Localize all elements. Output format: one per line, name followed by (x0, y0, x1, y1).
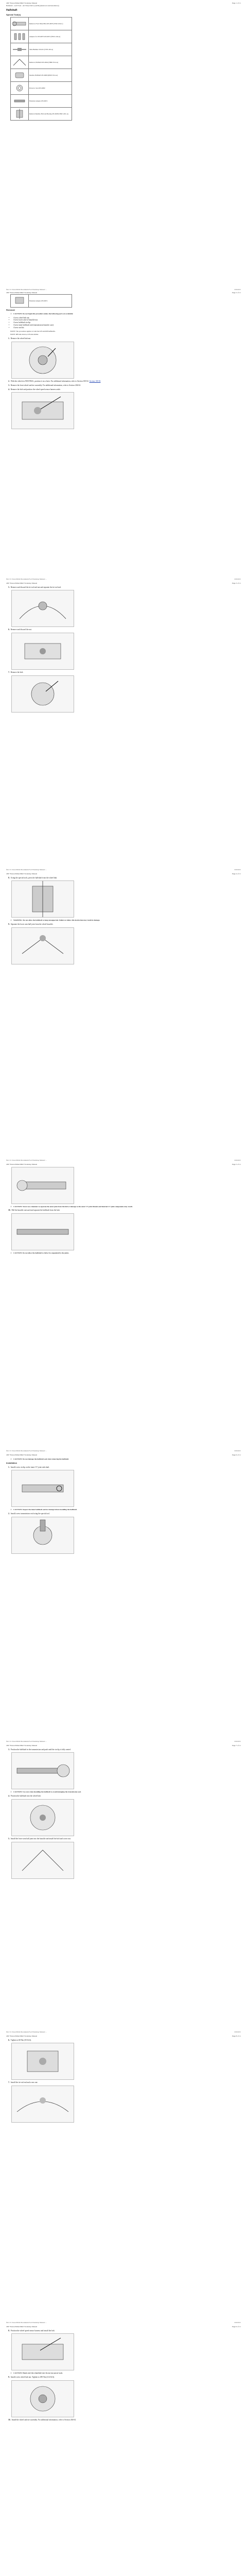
caution-icon: ⚠ (10, 1509, 12, 1511)
step-text: Install a new transmission seal using the special tool. (10, 1513, 50, 1515)
tool-label: Adapters for 205-D070 205-D072 (T81P-1104-A) (29, 30, 72, 43)
list-item: • A new halfshaft circlip. (13, 321, 241, 324)
step-illustration (11, 1752, 74, 1789)
special-tools-table-cont (10, 294, 72, 308)
caution-box (10, 1458, 241, 1461)
caution-text: CAUTION: Do not allow the halfshaft to fall or be suspended by the joints. (13, 1252, 69, 1255)
tool-label: Remover, Halfshaft 205-D044 (T86P-3514-A) (29, 56, 72, 69)
tool-illustration (11, 43, 29, 56)
step-text: Remove and discard the nut. (10, 629, 32, 631)
page-2: 2007 Fusion/Milan/MKZ Workshop Manual Page 2 of 11 Extension Adapter 205-D074 Removal ⚠ CAUTION: Do not begin this procedure unless the following parts are available: • A new wheel hub nut. • A new lower arm-to-knuckle nut. • A new halfshaft circlip. • A new inner halfshaft seal (transmission/transfer case). • A new seal kit. NOTE: The procedure applies to both the LH and RH halfshafts. NOTE: RH side shown, LH side similar. 1. Remove the wheel hub nut. 2. With the vehicle in NEUTRAL, position it on a hoist. For additional information, refer to Section 100-02. Section 100-02 3. Remove the front wheel and tire assembly. For additional information, refer to Section 204-04. 4. Remove the bolt and position the wheel speed sensor harness aside. file:///C:/Users/Public/Documents/Ford Workshop Manual/… 3/29/2015 (6, 292, 241, 580)
caution-text: CAUTION: Never use a hammer to separate the outer joint from the hub or damage to the outer CV joint threads and internal CV joint components may result. (13, 1205, 133, 1208)
caution-box (10, 2372, 241, 2375)
caution-icon: ⚠ (10, 312, 12, 315)
page-footer: file:///C:/Users/Public/Documents/Ford Workshop Manual/… 3/29/2015 (6, 1449, 241, 1452)
tool-row (11, 30, 72, 43)
step-text: Remove the front wheel and tire assembly. For additional information, refer to Section 204-04. (10, 384, 81, 386)
page-number: Page 1 of 11 (232, 2, 241, 4)
caution-text: CAUTION: Inspect the inner halfshaft seal for damage before installing the halfshaft. (13, 1509, 77, 1511)
tool-illustration (11, 95, 29, 108)
page-footer (6, 289, 241, 291)
doc-title: 2007 Fusion/Milan/MKZ Workshop Manual (6, 2, 38, 4)
caution-icon: ⚠ (10, 1252, 12, 1255)
step-text: Pull the knuckle outward and separate the halfshaft from the hub. (11, 1209, 60, 1212)
step-text: Install the tie-rod end and a new nut. (10, 2081, 38, 2084)
step-illustration (11, 1470, 74, 1507)
step-text: Install the wheel and tire assembly. For additional information, refer to Section 204-04. (11, 2418, 76, 2421)
page-number: Page 8 of 11 (232, 2035, 241, 2037)
page-header: 2007 Fusion/Milan/MKZ Workshop Manual Page 3 of 11 (6, 582, 241, 584)
step-illustration (11, 2380, 74, 2417)
step-text: Remove and discard the tie-rod end nut and separate the tie-rod end. (10, 586, 61, 588)
page-number: Page 7 of 11 (232, 1744, 241, 1747)
caution-icon: ⚠ (10, 1791, 12, 1793)
step-text: Position the halfshaft into the wheel hub. (10, 1795, 41, 1798)
page-footer: file:///C:/Users/Public/Documents/Ford Workshop Manual/… 3/29/2015 (6, 2321, 241, 2324)
page-3: 2007 Fusion/Milan/MKZ Workshop Manual Page 3 of 11 5. Remove and discard the tie-rod end nut and separate the tie-rod end. 6. Remove and discard the nut. 7. Remove the bolt. file:///C:/Users/Public/Documents/Ford Workshop Manual/… 3/29/2015 (6, 582, 241, 871)
tool-illustration (11, 69, 29, 82)
caution-icon: ⚠ (10, 2372, 12, 2375)
section-link[interactable]: Section 100-02 (89, 380, 101, 382)
caution-box (10, 1252, 241, 1255)
step-text: Remove the bolt and position the wheel speed sensor harness aside. (10, 388, 61, 391)
step-illustration (11, 1213, 74, 1250)
tool-row (11, 108, 72, 121)
step-illustration (11, 1842, 74, 1879)
step-illustration (11, 2333, 74, 2370)
step-illustration (11, 675, 74, 713)
tool-label: Slide Hammer 100-001 (T50T-100-A) (29, 43, 72, 56)
special-tools-heading: Special Tool(s) (6, 13, 21, 16)
step-text: Position the halfshaft in the transmission and push until the circlip is fully seated. (10, 1748, 71, 1751)
page-9: 2007 Fusion/Milan/MKZ Workshop Manual Page 9 of 11 8. Position the wheel speed sensor harness and install the bolt. ⚠ CAUTION: Hand-start the wheel hub nut. Do not use power tools. 9. Install a new wheel hub nut. Tighten to 290 Nm (214 lb-ft). 10. Install the wheel and tire assembly. For additional information, refer to Section 204-04. (6, 2326, 241, 2576)
page-number: Page 4 of 11 (232, 873, 241, 875)
page-header: 2007 Fusion/Milan/MKZ Workshop Manual Page 8 of 11 (6, 2035, 241, 2037)
page-number: Page 2 of 11 (232, 292, 241, 294)
step-illustration (11, 633, 74, 670)
caution-text: CAUTION: Do not begin this procedure unless the following parts are available: (13, 312, 74, 315)
step-illustration (11, 1167, 74, 1204)
note: NOTE: The procedure applies to both the LH and RH halfshafts. (10, 330, 56, 332)
page-number: Page 6 of 11 (232, 1454, 241, 1456)
special-tools-table (10, 17, 72, 121)
tool-label: Remover/Installer, Hub and Bearing 205-D028 (T84T-1201-A) (29, 108, 72, 121)
step-text: Remove the bolt. (10, 671, 24, 674)
tool-label: Protector, Seal 205-D090 (29, 82, 72, 95)
caution-text: CAUTION: Do not damage the halfshaft seal when removing the halfshaft. (13, 1458, 69, 1460)
step-illustration (11, 342, 74, 379)
step-illustration (11, 1799, 74, 1836)
caution-box (10, 1509, 241, 1511)
step-text: Install a new circlip on the inner CV joint stub shaft. (10, 1466, 50, 1468)
removal-heading: Removal (6, 308, 15, 311)
tool-illustration (11, 108, 29, 121)
tool-label: Installer, Halfshaft 205-D006 (D81P-3514-A) (29, 69, 72, 82)
step-text: Install the lower arm ball joint into the knuckle and install the bolt and a new nut. (10, 1837, 71, 1840)
caution-box (10, 1206, 241, 1208)
page-header: 2007 Fusion/Milan/MKZ Workshop Manual Page 7 of 11 (6, 1744, 241, 1747)
footer-path: file:///C:/Users/Public/Documents/Ford Workshop Manual/… (6, 288, 47, 291)
step-text: Remove the wheel hub nut. (10, 337, 31, 340)
page-header: 2007 Fusion/Milan/MKZ Workshop Manual Page 5 of 11 (6, 1163, 241, 1165)
caution-text: CAUTION: Hand-start the wheel hub nut. Do not use power tools. (13, 2372, 63, 2375)
page-8: 2007 Fusion/Milan/MKZ Workshop Manual Page 8 of 11 6. Tighten to 68 Nm (50 lb-ft). 7. Install the tie-rod end and a new nut. file:///C:/Users/Public/Documents/Ford Workshop Manual/… 3/29/2015 (6, 2035, 241, 2324)
page-footer: file:///C:/Users/Public/Documents/Ford Workshop Manual/… 3/29/2015 (6, 578, 241, 580)
page-1 (6, 2, 241, 291)
step-illustration (11, 1517, 74, 1554)
warning-text: WARNING: Do not allow the halfshaft to hang unsupported. Failure to follow this instruction may result in damage. (13, 919, 100, 922)
page-header: 2007 Fusion/Milan/MKZ Workshop Manual Page 6 of 11 (6, 1454, 241, 1456)
page-7: 2007 Fusion/Milan/MKZ Workshop Manual Page 7 of 11 3. Position the halfshaft in the transmission and push until the circlip is fully seated. ⚠ CAUTION: Use care when installing the halfshaft to avoid damaging the transmission seal. 4. Position the halfshaft into the wheel hub. 5. Install the lower arm ball joint into the knuckle and install the bolt and a new nut. file:///C:/Users/Public/Documents/Ford Workshop Manual/… 3/29/2015 (6, 1744, 241, 2033)
caution-text: CAUTION: Use care when installing the halfshaft to avoid damaging the transmission seal. (13, 1791, 81, 1793)
tool-row (11, 56, 72, 69)
tool-label: Extension Adapter 205-D074 (29, 95, 72, 108)
step-text: Separate the lower arm ball joint from the wheel knuckle. (10, 923, 54, 926)
tool-label: Extension Adapter 205-D074 (29, 294, 72, 307)
list-item: • A new inner halfshaft seal (transmission/transfer case). (13, 324, 241, 327)
step-illustration (11, 880, 74, 918)
tool-illustration (11, 18, 29, 30)
step-illustration (11, 2043, 74, 2080)
step-text: Tighten to 68 Nm (50 lb-ft). (10, 2039, 32, 2041)
step-text: Install a new wheel hub nut. Tighten to 290 Nm (214 lb-ft). (10, 2376, 55, 2379)
list-item: • A new wheel hub nut. (13, 317, 241, 319)
installation-heading: Installation (6, 1462, 17, 1465)
tool-label: Remover, Front Wheel Hub 205-D070 (T81P-1104-C) (29, 18, 72, 30)
tool-illustration (11, 56, 29, 69)
tool-row (11, 43, 72, 56)
tool-row (11, 18, 72, 30)
tool-illustration (11, 82, 29, 95)
page-header: 2007 Fusion/Milan/MKZ Workshop Manual Page 9 of 11 (6, 2326, 241, 2328)
tool-row (11, 294, 72, 307)
caution-list (13, 317, 241, 329)
caution-icon: ⚠ (10, 1458, 12, 1460)
tool-illustration (11, 294, 29, 307)
caution-box (10, 1791, 241, 1793)
step-illustration (11, 2086, 74, 2123)
section-title: Halfshaft (6, 9, 17, 12)
page-number: Page 5 of 11 (232, 1163, 241, 1165)
tool-row (11, 95, 72, 108)
step-illustration (11, 590, 74, 627)
page-footer: file:///C:/Users/Public/Documents/Ford Workshop Manual/… 3/29/2015 (6, 1740, 241, 1742)
step-illustration (11, 927, 74, 964)
step-text: Position the wheel speed sensor harness and install the bolt. (10, 2329, 55, 2332)
tool-row (11, 82, 72, 95)
caution-box (10, 313, 241, 315)
warning-icon: ⚠ (10, 919, 12, 922)
footer-date: 3/29/2015 (234, 288, 241, 291)
doc-title: 2007 Fusion/Milan/MKZ Workshop Manual (6, 292, 38, 294)
page-header: 2007 Fusion/Milan/MKZ Workshop Manual Page 4 of 11 (6, 873, 241, 875)
page-footer: file:///C:/Users/Public/Documents/Ford Workshop Manual/… 3/29/2015 (6, 868, 241, 871)
page-5: 2007 Fusion/Milan/MKZ Workshop Manual Page 5 of 11 ⚠ CAUTION: Never use a hammer to separate the outer joint from the hub or damage to the outer CV joint threads and internal CV joint components may result. 10. Pull the knuckle outward and separate the halfshaft from the hub. ⚠ CAUTION: Do not allow the halfshaft to fall or be suspended by the joints. file:///C:/Users/Public/Documents/Ford Workshop Manual/… 3/29/2015 (6, 1163, 241, 1452)
tool-row (11, 69, 72, 82)
page-footer: file:///C:/Users/Public/Documents/Ford Workshop Manual/… 3/29/2015 (6, 1159, 241, 1161)
caution-icon: ⚠ (10, 1205, 12, 1208)
list-item: • A new lower arm-to-knuckle nut. (13, 319, 241, 321)
page-6: 2007 Fusion/Milan/MKZ Workshop Manual Page 6 of 11 ⚠ CAUTION: Do not damage the halfshaft seal when removing the halfshaft. Installation 1. Install a new circlip on the inner CV joint stub shaft. ⚠ CAUTION: Inspect the inner halfshaft seal for damage before installing the halfshaft. 2. Install a new transmission seal using the special tool. file:///C:/Users/Public/Documents/Ford Workshop Manual/… 3/29/2015 (6, 1454, 241, 1742)
page-4: 2007 Fusion/Milan/MKZ Workshop Manual Page 4 of 11 8. Using the special tools, press the halfshaft from the wheel hub. ⚠ WARNING: Do not allow the halfshaft to hang unsupported. Failure to follow this instruction may result in damage. 9. Separate the lower arm ball joint from the wheel knuckle. file:///C:/Users/Public/Documents/Ford Workshop Manual/… 3/29/2015 (6, 873, 241, 1161)
page-footer: file:///C:/Users/Public/Documents/Ford Workshop Manual/… 3/29/2015 (6, 2030, 241, 2033)
page-header (6, 2, 241, 7)
step-illustration (11, 392, 74, 429)
list-item: • A new seal kit. (13, 327, 241, 329)
page-number: Page 9 of 11 (232, 2326, 241, 2328)
tool-illustration (11, 30, 29, 43)
doc-subtitle: Halfshaft - Left Front - All Wheel Drive (AWD) (Removal and Installation) (6, 4, 59, 7)
step-text: With the vehicle in NEUTRAL, position it on a hoist. For additional information, refer to Section 100-02. (10, 380, 89, 382)
warning-box (10, 919, 241, 922)
note: NOTE: RH side shown, LH side similar. (10, 333, 39, 336)
step-text: Using the special tools, press the halfshaft from the wheel hub. (10, 876, 58, 879)
page-number: Page 3 of 11 (232, 582, 241, 584)
